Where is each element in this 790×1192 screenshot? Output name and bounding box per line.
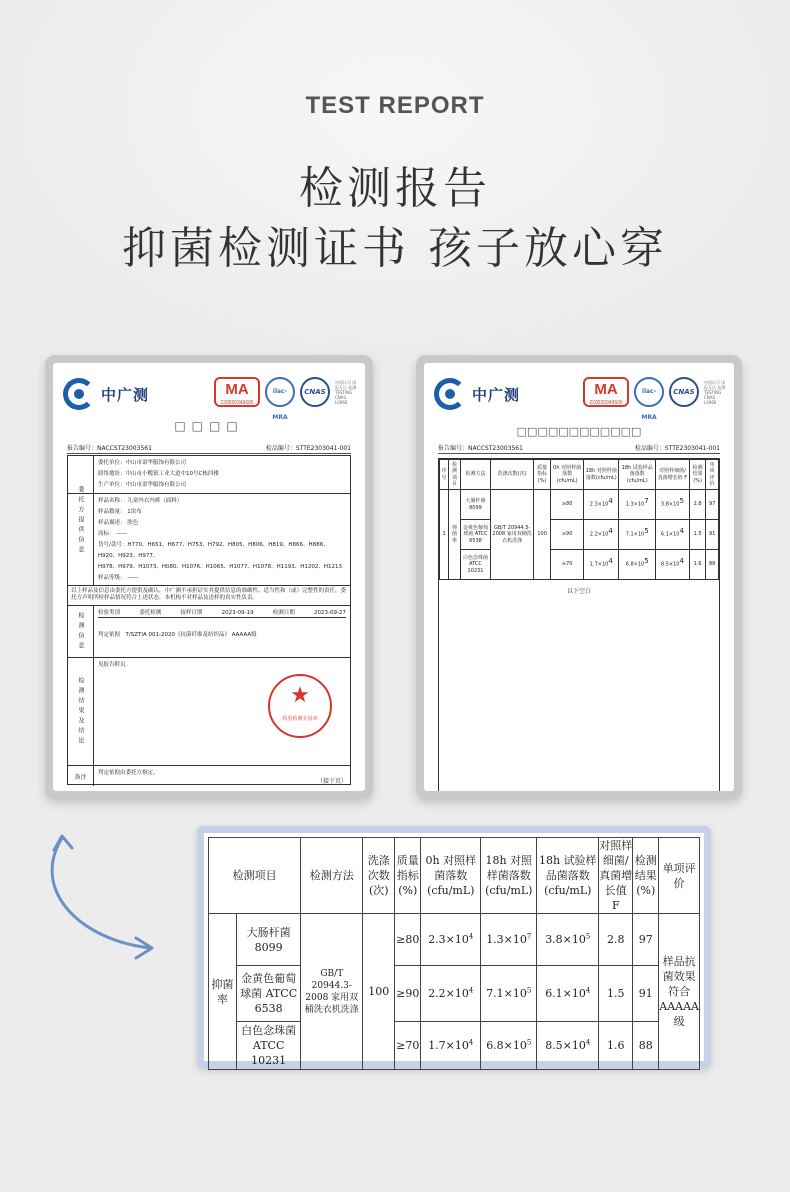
brand-logo xyxy=(63,377,149,411)
method-cell: GB/T 20944.3-2008 家用双桶洗衣机洗涤 xyxy=(301,914,363,1070)
result-cell: 91 xyxy=(633,966,659,1022)
c0-cell: $2.2\times 10^4$ xyxy=(421,966,481,1022)
test-info-row: 检测信息 检验类别 委托检测 接样日期 2023-09-19 检测日期 2023-09-27 判定依据 T/SZTIA 001-2020《抗菌纤维及纺织品》 AAAAA级 xyxy=(68,606,350,658)
report-card-left xyxy=(45,355,373,799)
evaluation-cell: 样品抗菌效果符合AAAAA级 xyxy=(659,914,700,1070)
cma-logo: MA 220020349606 xyxy=(214,377,260,407)
test-section-label: 检测信息 xyxy=(68,606,94,657)
mini-results-table: 序号 检测项目 检测方法 洗涤次数(次) 质量指标(%) 0h 对照样菌落数(cfu/mL) 18h 对照样菌落数(cfu/mL) 18h 试验样品菌落数(cfu/mL) 对照样细菌/真菌增长值 F 检测结果(%) 单项评价 1 抑菌率 大肠杆菌 8099 GB/T 20944.3-2008 家用双桶洗衣机洗涤 100 ≥80 $2.3\times 10^4$ $1.3\times 10^7$ $3.8\times 10^5$ 2.8 97 金黄色葡萄球菌 ATCC 6538 ≥90 $2.2\times 10^4$ $7.1\times 10^5$ $6.1\times 10^4$ 1.5 91 白色念珠菌 ATCC 10231 ≥70 $1.7\times 10^4$ $6.8\times 10^5$ $8.5\times 10^4$ 1.6 88 以下空白 xyxy=(438,458,720,791)
f-cell: 1.5 xyxy=(599,966,633,1022)
remarks-text: 判定依据由委托方指定。 xyxy=(98,770,159,776)
ilac-mra-logo: ilac-MRA xyxy=(634,377,664,407)
eyebrow-label: TEST REPORT xyxy=(305,92,485,119)
sample-number: STTE2303041-001 xyxy=(295,445,351,452)
index-cell: ≥90 xyxy=(395,966,421,1022)
header-0h: 0h 对照样菌落数(cfu/mL) xyxy=(421,838,481,914)
checkbox-row: □□□□□□□□□□□□ xyxy=(516,425,642,438)
t18-cell: $3.8\times 10^5$ xyxy=(537,914,599,966)
cnas-logo: CNAS xyxy=(669,377,699,407)
index-cell: ≥70 xyxy=(395,1022,421,1070)
header-evaluation: 单项评价 xyxy=(659,838,700,914)
zoomed-results-card xyxy=(197,826,711,1068)
client-row: 委托单位：中山市诺华服饰有限公司 联络地址：中山市小榄镇工业大道中10号C栋四楼 生产单位：中山市诺华服饰有限公司 xyxy=(68,456,350,494)
results-table xyxy=(208,837,700,1070)
item-cell: 白色念珠菌 ATCC 10231 xyxy=(237,1022,301,1070)
curved-arrow-icon xyxy=(40,830,170,970)
brand-name: 中广测 xyxy=(101,385,150,404)
result-cell: 88 xyxy=(633,1022,659,1070)
c18-cell: $6.8\times 10^5$ xyxy=(481,1022,537,1070)
page-footer: （接下页） xyxy=(316,778,347,785)
header-growth: 对照样细菌/真菌增长值 F xyxy=(599,839,633,912)
disclaimer-row: 以上样品及信息由委托方提供及确认，中广测不承担证实其提供信息的准确性、适当性和（或）完整性的责任，委托方声明所检样品情况符合上述状态。本机构不对样品及送样的真实性负责。 xyxy=(68,586,350,606)
header-wash: 洗涤次数(次) xyxy=(363,838,395,914)
report-form xyxy=(67,455,351,785)
official-seal: ★ 检验检测专用章 xyxy=(268,674,332,738)
sample-row: 样品名称： 儿童内衣内裤（面料） 样品数量： 1块布 样品描述： 肤色 商标： —— 货号/款号：H770、H651、H677、H753、H792、H805、H806、H819、H866、H886、H920、H923、H977、 H978、H979、H1073、H080、H1076、H1065、H1077、H1078、H1193、H1202、H1213 样品等级： —— xyxy=(68,494,350,586)
item-cell: 大肠杆菌 8099 xyxy=(237,914,301,966)
wash-cell: 100 xyxy=(363,914,395,1070)
certification-logos xyxy=(214,377,357,421)
header-result: 检测结果(%) xyxy=(633,838,659,914)
c0-cell: $2.3\times 10^4$ xyxy=(421,914,481,966)
report-number: NACCST23003561 xyxy=(97,445,152,452)
f-cell: 1.6 xyxy=(599,1022,633,1070)
report-meta: 报告编号：NACCST23003561 检品编号：STTE2303041-001 xyxy=(438,445,720,452)
table-row xyxy=(209,1022,700,1070)
header-item: 检测项目 xyxy=(209,838,301,914)
c18-cell: $7.1\times 10^5$ xyxy=(481,966,537,1022)
brand-mark-icon xyxy=(434,378,466,410)
index-cell: ≥80 xyxy=(395,914,421,966)
page-subtitle: 抑菌检测证书 孩子放心穿 xyxy=(122,223,668,274)
ilac-mra-logo: ilac-MRA xyxy=(265,377,295,407)
cnas-logo: CNAS xyxy=(300,377,330,407)
t18-cell: $8.5\times 10^4$ xyxy=(537,1022,599,1070)
zoomed-results-paper xyxy=(204,833,704,1067)
group-cell: 抑菌率 xyxy=(209,914,237,1070)
header-index: 质量指标(%) xyxy=(395,838,421,914)
report-meta: 报告编号：NACCST23003561 检品编号：STTE2303041-001 xyxy=(67,445,351,452)
cma-logo: MA 220020349606 xyxy=(583,377,629,407)
c18-cell: $1.3\times 10^7$ xyxy=(481,914,537,966)
header-18h-test: 18h 试验样品菌落数(cfu/mL) xyxy=(537,838,599,914)
item-cell: 金黄色葡萄球菌 ATCC 6538 xyxy=(237,966,301,1022)
c0-cell: $1.7\times 10^4$ xyxy=(421,1022,481,1070)
cnas-caption: 中国认可 国际互认 检测 TESTING CNAS L0966 xyxy=(335,379,357,405)
brand-mark-icon xyxy=(63,378,95,410)
report-card-right xyxy=(416,355,742,799)
checkbox-row: □□□□ xyxy=(174,419,244,433)
brand-logo: 中广测 xyxy=(434,377,520,411)
header-18h-control: 18h 对照样菌落数(cfu/mL) xyxy=(481,838,537,914)
blank-below-note: 以下空白 xyxy=(566,588,591,595)
table-row xyxy=(209,914,700,966)
conclusion-section-label: 检测结果及结论 xyxy=(68,658,94,765)
result-cell: 97 xyxy=(633,914,659,966)
report-page-1 xyxy=(53,363,365,791)
table-row xyxy=(209,966,700,1022)
page-title: 检测报告 xyxy=(299,163,491,214)
certification-logos: MA 220020349606 ilac-MRA CNAS 中国认可 国际互认 检测 TESTING CNAS L0966 xyxy=(583,377,726,407)
remarks-row: 备注 判定依据由委托方指定。 xyxy=(68,766,350,786)
header-method: 检测方法 xyxy=(301,838,363,914)
t18-cell: $6.1\times 10^4$ xyxy=(537,966,599,1022)
conclusion-text: 见报告附页。 xyxy=(98,662,132,668)
table-header-row xyxy=(209,838,700,914)
client-section-label: 委托方提供信息 xyxy=(68,456,94,586)
f-cell: 2.8 xyxy=(599,914,633,966)
report-page-2 xyxy=(424,363,734,791)
